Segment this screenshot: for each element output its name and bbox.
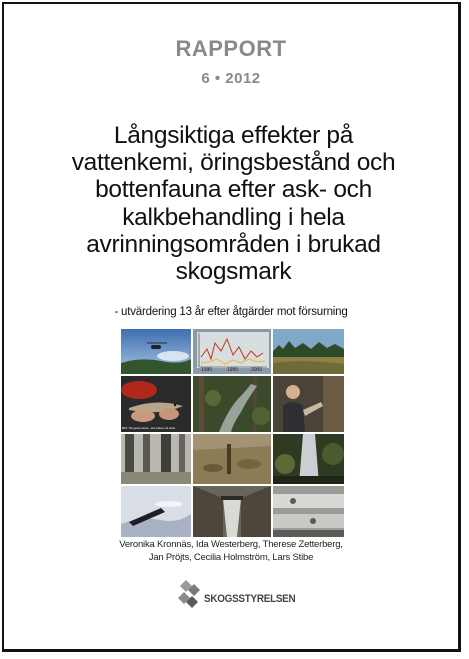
- report-cover: [2, 2, 461, 652]
- title-line: vattenkemi, öringsbestånd och: [71, 149, 396, 177]
- photo-clearcut-soil: [193, 434, 271, 484]
- photo-chart-overlay: [193, 329, 271, 374]
- title-line: skogsmark: [175, 258, 292, 286]
- authors-line: Veronika Kronnäs, Ida Westerberg, Therese Zetterberg,: [119, 539, 343, 550]
- photo-wetland-forest: [273, 329, 344, 374]
- title-line: kalkbehandling i hela: [122, 203, 345, 231]
- report-title: [24, 122, 443, 285]
- photo-collage: [121, 329, 344, 537]
- photo-frozen-water: [121, 486, 191, 537]
- publisher-logo: [176, 576, 306, 610]
- photo-sampling-pipes: [273, 486, 344, 537]
- photo-person-sampling: [273, 376, 344, 432]
- skogsstyrelsen-logo-icon: [176, 578, 206, 608]
- photo-weir-outflow: [193, 486, 271, 537]
- report-issue: 6 • 2012: [201, 70, 261, 87]
- publisher-name: SKOGSSTYRELSEN: [204, 593, 296, 605]
- photo-waterfall-rocks: [273, 434, 344, 484]
- report-subtitle: - utvärdering 13 år efter åtgärder mot försurning: [114, 306, 348, 318]
- photo-helicopter-spreading: [121, 329, 191, 374]
- chart-tick-label: 2000: [251, 367, 263, 373]
- chart-tick-label: 1995: [227, 367, 239, 373]
- report-authors: [4, 539, 458, 564]
- authors-line: Jan Pröjts, Cecilia Holmström, Lars Stibe: [148, 551, 314, 563]
- photo-caption: Bild: Skogsstyrelsen, ska fiskas på plats: [122, 426, 176, 430]
- chart-tick-label: 1990: [201, 367, 213, 373]
- title-line: avrinningsområden i brukad: [86, 230, 381, 258]
- photo-fish-in-hand: [121, 376, 191, 432]
- photo-forest-stream: [193, 376, 271, 432]
- title-line: bottenfauna efter ask- och: [95, 176, 372, 204]
- report-label: RAPPORT: [175, 36, 287, 61]
- photo-tree-trunks: [121, 434, 191, 484]
- title-line: Långsiktiga effekter på: [113, 122, 354, 149]
